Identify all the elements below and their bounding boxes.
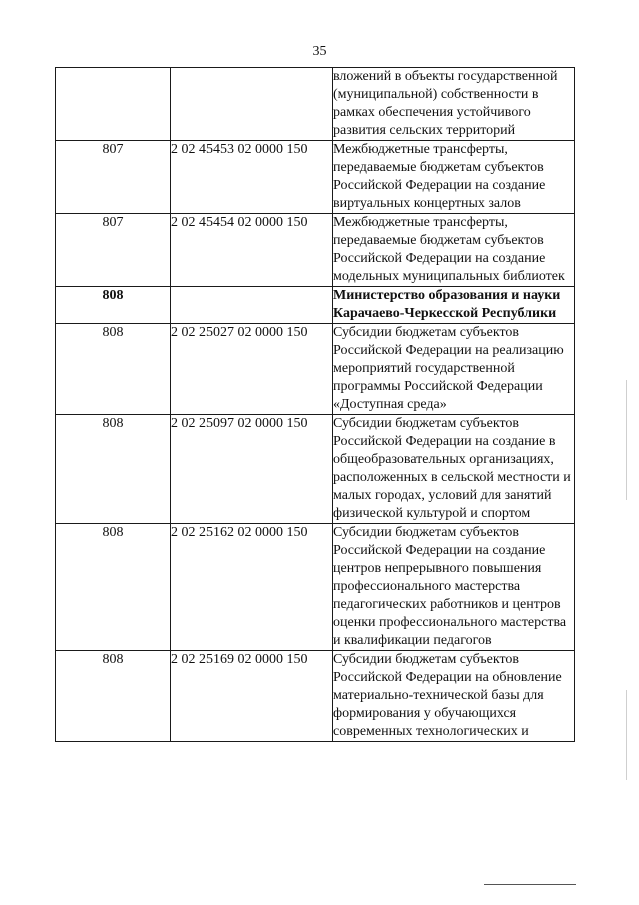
revenue-name-cell: Субсидии бюджетам субъектов Российской Федерации на обновление материально-технической базы для формирования у обучающихся современных технологических и <box>333 651 575 742</box>
table-row <box>56 141 575 214</box>
table-row <box>56 524 575 651</box>
table-row <box>56 324 575 415</box>
revenue-code-cell: 2 02 25162 02 0000 150 <box>171 524 333 651</box>
revenue-name-cell: Межбюджетные трансферты, передаваемые бюджетам субъектов Российской Федерации на создание виртуальных концертных залов <box>333 141 575 214</box>
footer-rule <box>484 884 576 885</box>
ministry-name-cell: Министерство образования и науки Карачаево-Черкесской Республики <box>333 287 575 324</box>
admin-code-cell: 807 <box>56 214 171 287</box>
table-row-ministry-header <box>56 287 575 324</box>
table-row <box>56 651 575 742</box>
admin-code-cell: 808 <box>56 651 171 742</box>
revenue-name-cell: Межбюджетные трансферты, передаваемые бюджетам субъектов Российской Федерации на создание модельных муниципальных библиотек <box>333 214 575 287</box>
table-row <box>56 214 575 287</box>
revenue-code-cell <box>171 287 333 324</box>
admin-code-cell: 807 <box>56 141 171 214</box>
table-row <box>56 68 575 141</box>
revenue-code-cell <box>171 68 333 141</box>
revenue-code-cell: 2 02 45454 02 0000 150 <box>171 214 333 287</box>
revenue-name-cell: Субсидии бюджетам субъектов Российской Федерации на реализацию мероприятий государственной программы Российской Федерации «Доступная среда» <box>333 324 575 415</box>
revenue-name-cell: вложений в объекты государственной (муниципальной) собственности в рамках обеспечения устойчивого развития сельских территорий <box>333 68 575 141</box>
revenue-code-cell: 2 02 25097 02 0000 150 <box>171 415 333 524</box>
admin-code-cell <box>56 68 171 141</box>
admin-code-cell: 808 <box>56 415 171 524</box>
revenue-name-cell: Субсидии бюджетам субъектов Российской Федерации на создание в общеобразовательных организациях, расположенных в сельской местности и малых городах, условий для занятий физической культурой и спортом <box>333 415 575 524</box>
revenue-name-cell: Субсидии бюджетам субъектов Российской Федерации на создание центров непрерывного повышения профессионального мастерства педагогических работников и центров оценки профессионального мастерства и квалификации педагогов <box>333 524 575 651</box>
admin-code-cell: 808 <box>56 324 171 415</box>
revenue-codes-table <box>55 67 575 742</box>
revenue-code-cell: 2 02 25169 02 0000 150 <box>171 651 333 742</box>
revenue-code-cell: 2 02 45453 02 0000 150 <box>171 141 333 214</box>
revenue-code-cell: 2 02 25027 02 0000 150 <box>171 324 333 415</box>
table-row <box>56 415 575 524</box>
admin-code-cell: 808 <box>56 524 171 651</box>
page-number: 35 <box>312 44 327 59</box>
admin-code-cell: 808 <box>56 287 171 324</box>
scan-margin-mark <box>626 690 627 780</box>
scan-margin-mark <box>626 380 627 500</box>
